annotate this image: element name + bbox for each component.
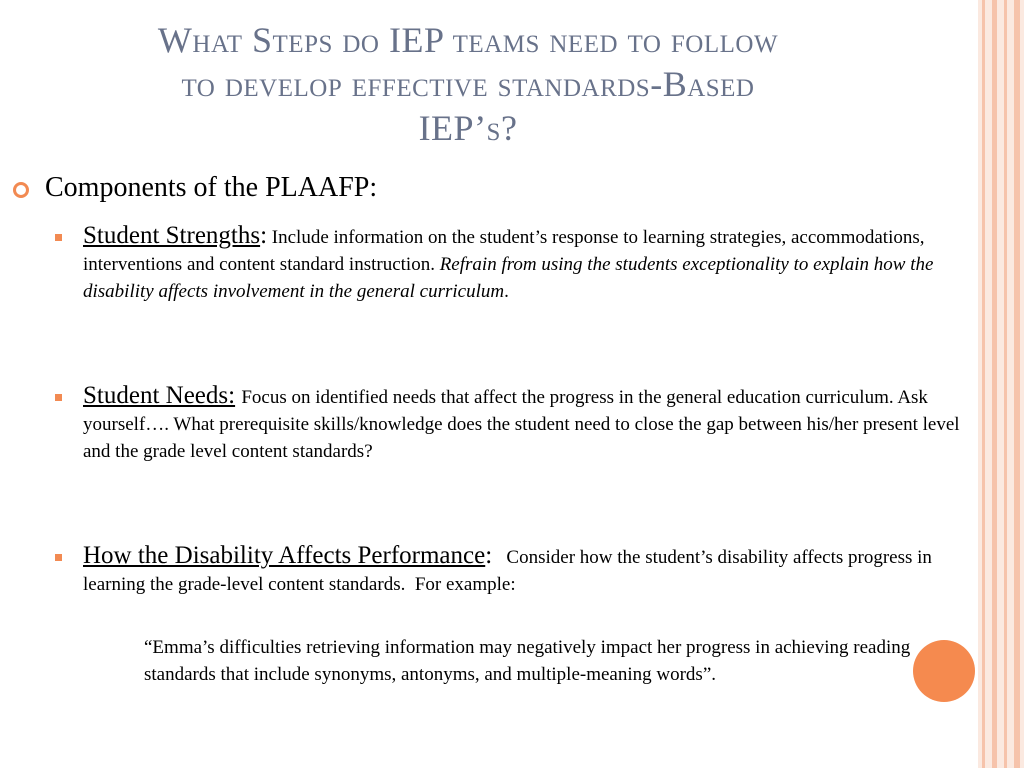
item-term: How the Disability Affects Performance <box>83 542 486 569</box>
item-italic-text: Refrain from using the students exceptionality to explain how the disability affects involvement in the general curriculum <box>83 254 934 302</box>
circle-bullet-icon <box>13 182 29 198</box>
item-term: Student Needs: <box>83 382 236 409</box>
item-term: Student Strengths <box>83 222 261 249</box>
decorative-stripes <box>978 0 1024 768</box>
stripe <box>1014 0 1020 768</box>
list-item-strengths <box>83 222 963 305</box>
decorative-circle <box>913 640 975 702</box>
item-separator: : <box>260 222 268 249</box>
item-end: . <box>504 281 509 302</box>
stripe <box>992 0 997 768</box>
slide-title <box>40 18 896 150</box>
square-bullet-icon <box>55 234 62 241</box>
stripe <box>982 0 985 768</box>
list-item-disability <box>83 542 963 598</box>
square-bullet-icon <box>55 554 62 561</box>
section-heading: Components of the PLAAFP: <box>45 172 378 203</box>
item-separator: : <box>485 542 493 569</box>
example-quote: “Emma’s difficulties retrieving information may negatively impact her progress in achieving reading standards that include synonyms, antonyms, and multiple-meaning words”. <box>144 637 911 685</box>
item-text: Consider how the student’s disability affects progress in learning the grade-level content standards. For example: <box>83 547 937 595</box>
title-line: What Steps do IEP teams need to follow <box>157 20 779 60</box>
item-text: Focus on identified needs that affect the progress in the general education curriculum. Ask yourself…. What prerequisite skills/knowledge does the student need to close the gap between his/her present level and the grade level content standards? <box>83 387 960 462</box>
title-line: to develop effective standards-Based <box>181 64 755 104</box>
list-item-needs <box>83 382 963 465</box>
title-line: IEP’s? <box>418 108 518 148</box>
item-text: Include information on the student’s response to learning strategies, accommodations, interventions and content standard instruction. <box>83 227 925 275</box>
square-bullet-icon <box>55 394 62 401</box>
stripe <box>1004 0 1007 768</box>
